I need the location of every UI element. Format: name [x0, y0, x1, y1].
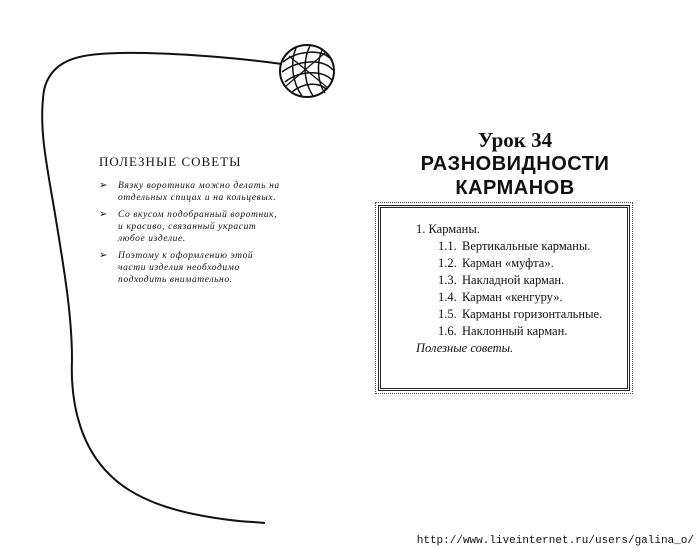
- toc-subitem-text: Накладной карман.: [462, 273, 565, 287]
- toc-subitem-text: Карманы горизонтальные.: [462, 307, 603, 321]
- toc-subitem: [416, 239, 616, 253]
- toc-subitem-text: Карман «муфта».: [462, 256, 554, 270]
- toc-subitem-number: 1.6.: [438, 324, 457, 338]
- tip-text: Со вкусом подобранный воротник, и красиво, связанный украсит любое изделие.: [118, 210, 278, 244]
- tips-list: [99, 180, 284, 291]
- table-of-contents: [416, 222, 616, 358]
- toc-subitem: [416, 290, 616, 304]
- lesson-number: Урок 34: [477, 128, 553, 152]
- arrow-bullet-icon: ➢: [99, 250, 108, 261]
- toc-subitem-number: 1.1.: [438, 239, 457, 253]
- source-url-link[interactable]: http://www.liveinternet.ru/users/galina_o/: [416, 535, 694, 547]
- toc-subitem: [416, 307, 616, 321]
- toc-subitem: [416, 256, 616, 270]
- tips-title: ПОЛЕЗНЫЕ СОВЕТЫ: [99, 154, 242, 169]
- toc-subitem-number: 1.2.: [438, 256, 457, 270]
- toc-subitem-text: Вертикальные карманы.: [462, 239, 591, 253]
- yarn-ball-icon: [280, 45, 334, 97]
- tip-item: [99, 209, 284, 245]
- toc-subitem-text: Наклонный карман.: [462, 324, 568, 338]
- lesson-title: РАЗНОВИДНОСТИ КАРМАНОВ: [420, 153, 610, 199]
- toc-main-item: 1. Карманы.: [416, 222, 480, 236]
- arrow-bullet-icon: ➢: [99, 209, 108, 220]
- tip-text: Поэтому к оформлению этой части изделия необходимо подходить внимательно.: [118, 251, 254, 285]
- toc-subitem: [416, 273, 616, 287]
- toc-subitem-text: Карман «кенгуру».: [462, 290, 563, 304]
- tip-text: Вязку воротника можно делать на отдельных спицах и на кольцевых.: [118, 181, 280, 203]
- toc-subitem-number: 1.4.: [438, 290, 457, 304]
- toc-subitem-number: 1.5.: [438, 307, 457, 321]
- toc-subitem: [416, 324, 616, 338]
- toc-tips-item: Полезные советы.: [416, 341, 514, 355]
- tip-item: [99, 250, 284, 286]
- tip-item: [99, 180, 284, 204]
- arrow-bullet-icon: ➢: [99, 180, 108, 191]
- toc-subitem-number: 1.3.: [438, 273, 457, 287]
